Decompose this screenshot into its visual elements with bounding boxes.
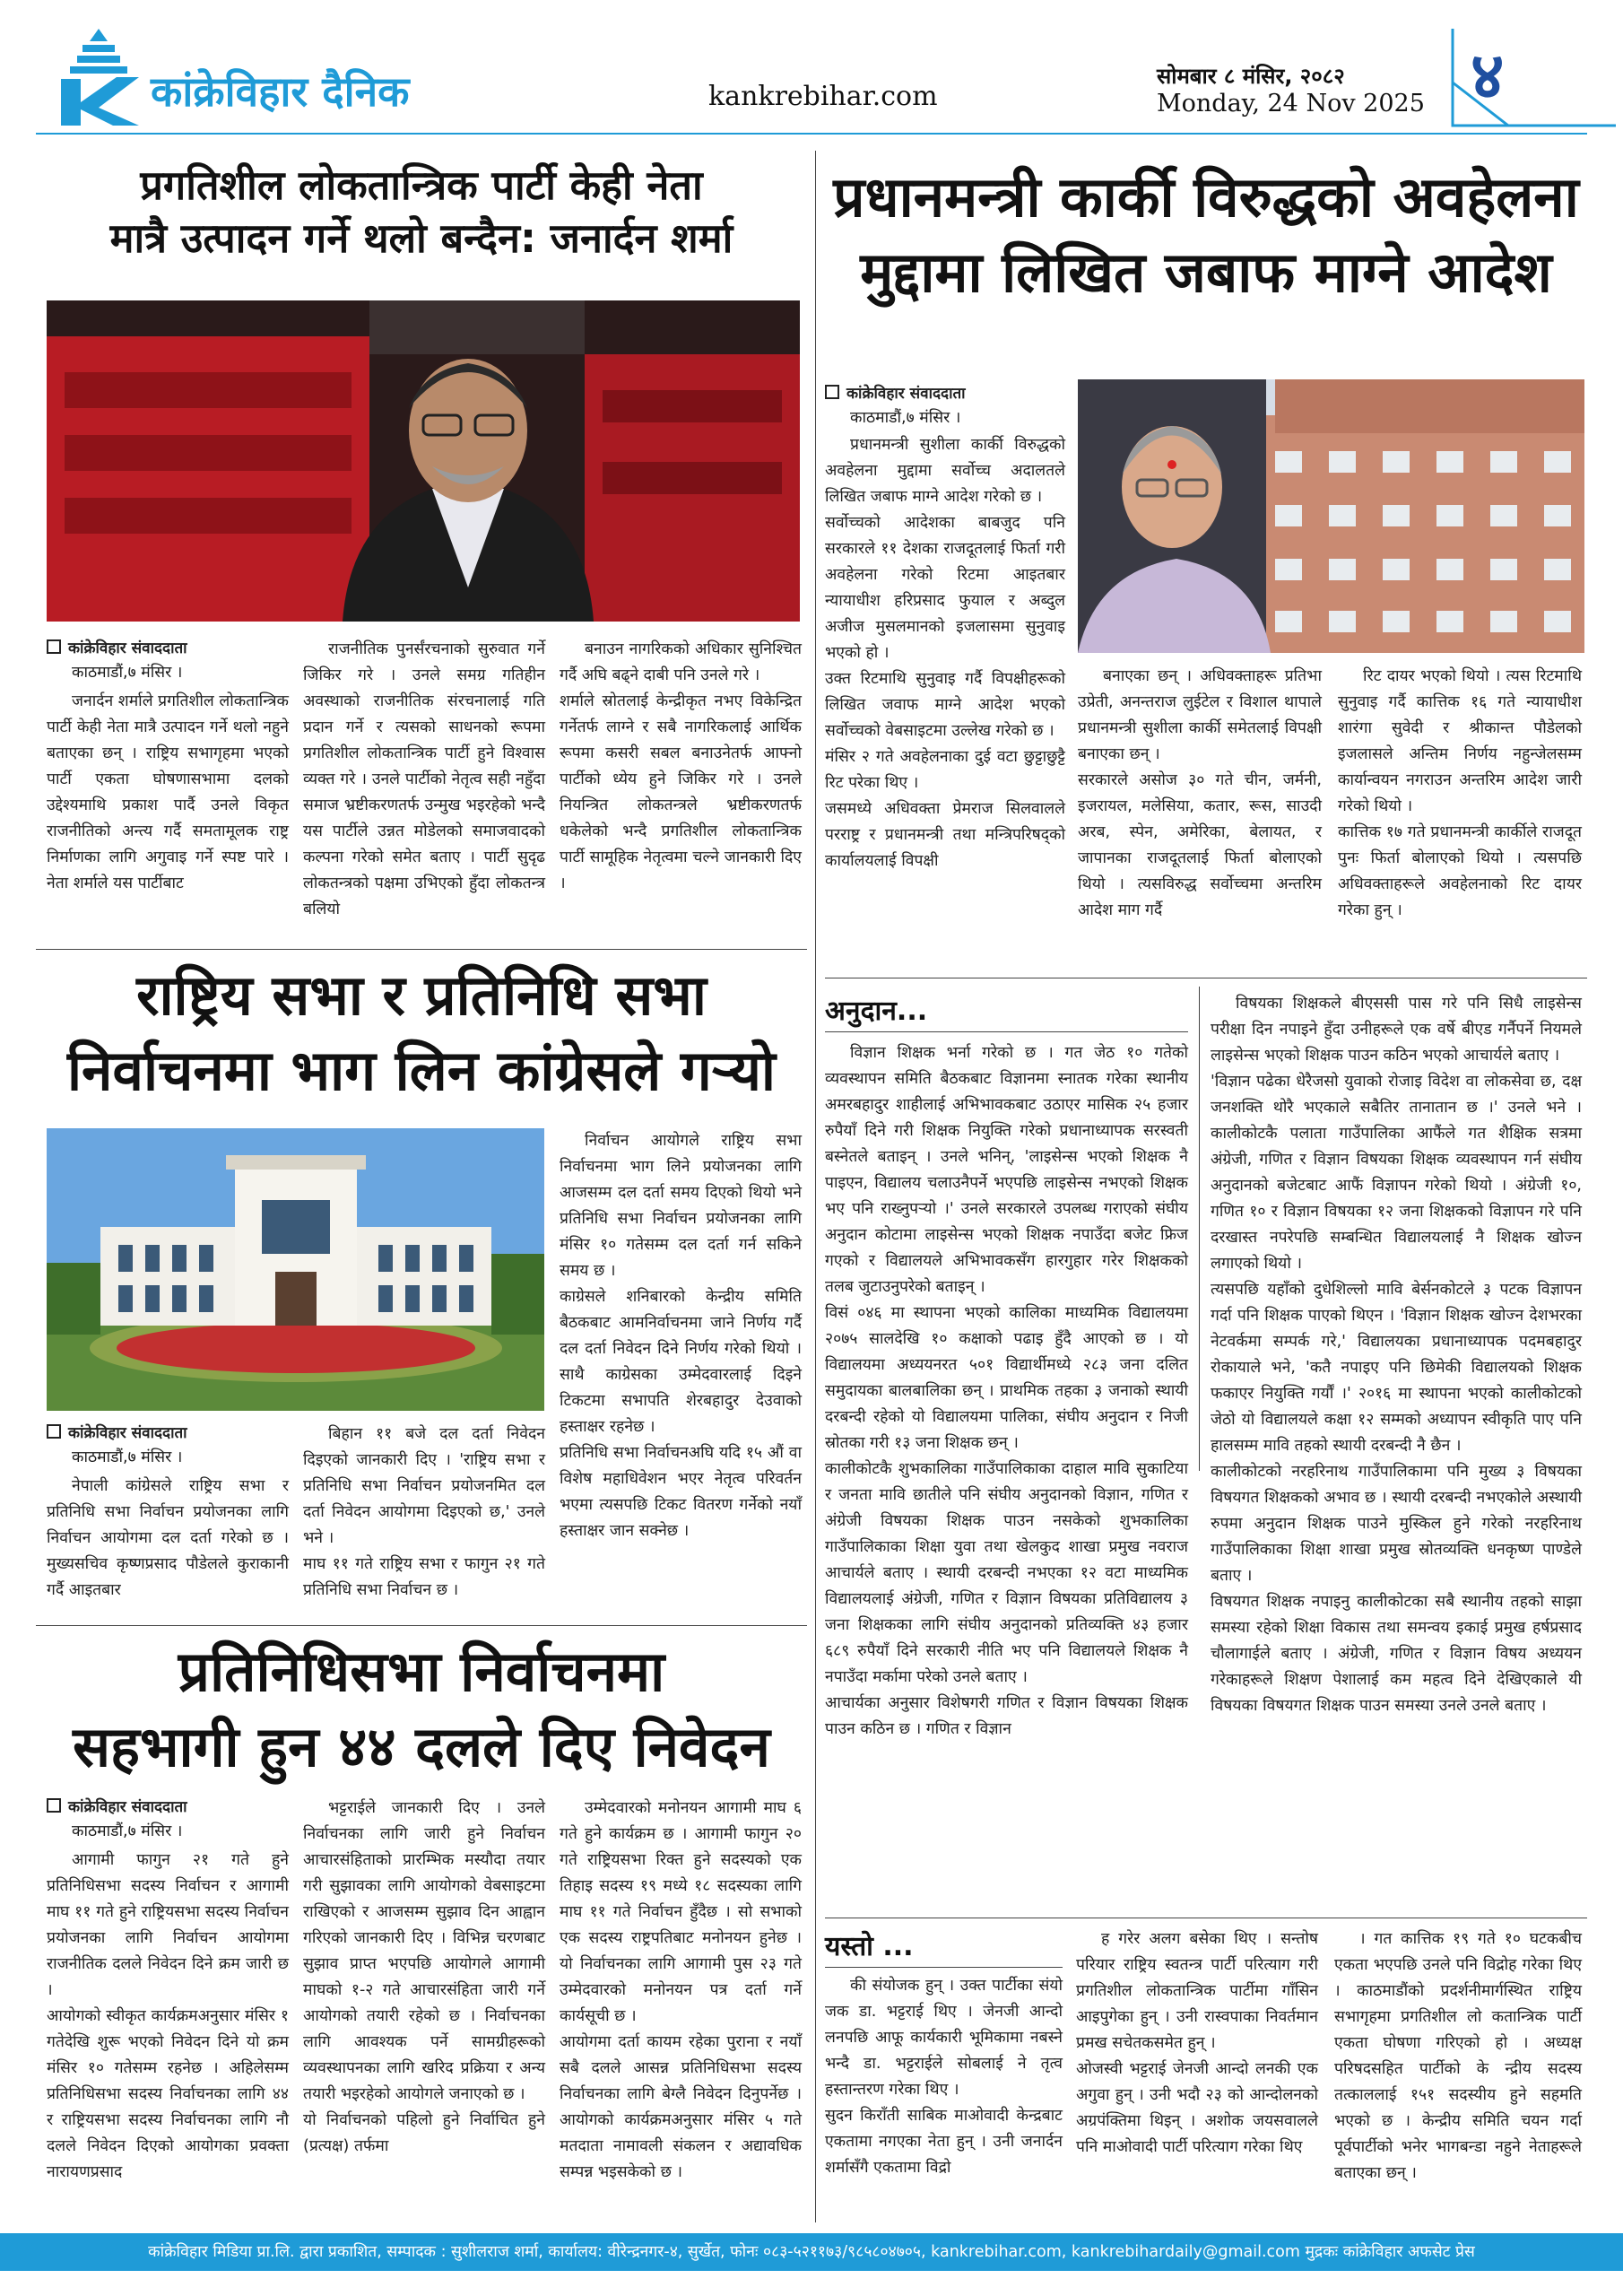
article6-col2: ह गरेर अलग बसेका थिए । सन्तोष परियार राष्ट्रिय स्वतन्त्र पार्टी परित्याग गरी प्रगतिशील लोकतान्त्रिक पार्टीमा गाँसिन आइपुगेका हुन् । उनी रास्वपाका निवर्तमान प्रमख सचेतकसमेत हुन् । ओजस्वी भट्टराई जेनजी आन्दो लनकी एक अगुवा हुन् । उनी भदौ २३ को आन्दोलनको अग्रपंक्तिमा थिइन् । अशोक जयसवालले पनि माओवादी पार्टी परित्याग गरेका थिए	[1076, 1930, 1318, 2156]
article3-byline: कांक्रेविहार संवाददाता	[47, 1422, 289, 1445]
masthead	[0, 0, 1623, 144]
article4-dateline: काठमाडौं,७ मंसिर ।	[72, 1822, 183, 1840]
article1-col1: जनार्दन शर्माले प्रगतिशील लोकतान्त्रिक पार्टी केही नेता मात्रै उत्पादन गर्ने थलो नहुने बताएका छन् । राष्ट्रिय सभागृहमा भएको पार्टी एकता घोषणासभामा दलको उद्देश्यमाथि प्रकाश पार्दै उनले विकृत राजनीतिको अन्त्य गर्दै समतामूलक राष्ट्र निर्माणका लागि अगुवाइ गर्ने स्पष्ट पारे । नेता शर्माले यस पार्टीबाट	[47, 692, 289, 892]
article2-headline	[825, 160, 1587, 309]
article1-col3: बनाउन नागरिकको अधिकार सुनिश्चित गर्दै अघि बढ्ने दाबी पनि उनले गरे । शर्माले स्रोतलाई केन्द्रीकृत नभए विकेन्द्रित गर्नेतर्फ लाग्ने र सबै नागरिकलाई आर्थिक रूपमा कसरी सबल बनाउनेतर्फ आफ्नो पार्टीको ध्येय हुने जिकिर गरे । उनले नियन्त्रित लोकतन्त्रले भ्रष्टीकरणतर्फ धकेलेको भन्दै प्रगतिशील लोकतान्त्रिक पार्टी सामूहिक नेतृत्वमा चल्ने जानकारी दिए ।	[560, 640, 802, 892]
footer-bar	[0, 2233, 1623, 2271]
article3-headline-line2: निर्वाचनमा भाग लिन कांग्रेसले गर्‍यो	[67, 1037, 776, 1103]
article2-col1: प्रधानमन्त्री सुशीला कार्की विरुद्धको अवहेलना मुद्दामा सर्वोच्च अदालतले लिखित जबाफ माग्ने आदेश गरेको छ । सर्वोच्चको आदेशका बाबजुद पनि सरकारले ११ देशका राजदूतलाई फिर्ता गरी अवहेलना गरेको रिटमा आइतबार न्यायाधीश हरिप्रसाद फुयाल र अब्दुल अजीज मुसलमानको इजलासमा सुनुवाइ भएको हो । उक्त रिटमाथि सुनुवाइ गर्दै विपक्षीहरूको लिखित जवाफ माग्ने आदेश भएको सर्वोच्चको वेबसाइटमा उल्लेख गरेको छ । मंसिर २ गते अवहेलनाका दुई वटा छुट्टाछुट्टै रिट परेका थिए । जसमध्ये अधिवक्ता प्रेमराज सिलवालले परराष्ट्र र प्रधानमन्त्री तथा मन्त्रिपरिषद्को कार्यालयलाई विपक्षी	[825, 436, 1065, 870]
article1-byline: कांक्रेविहार संवाददाता	[47, 637, 289, 660]
article4-headline-line2: सहभागी हुन ४४ दलले दिए निवेदन	[73, 1713, 770, 1779]
article5-col2: विषयका शिक्षकले बीएससी पास गरे पनि सिधै लाइसेन्स परीक्षा दिन नपाइने हुँदा उनीहरूले एक वर्षे बीएड गर्नैपर्ने नियमले लाइसेन्स भएको शिक्षक पाउन कठिन भएको आचार्यले बताए । 'विज्ञान पढेका धेरैजसो युवाको रोजाइ विदेश वा लोकसेवा छ, दक्ष जनशक्ति थोरै भएकाले सबैतिर तानातान छ ।' उनले भने । कालीकोटकै पलाता गाउँपालिका आफैंले गत शैक्षिक सत्रमा अंग्रेजी, गणित र विज्ञान विषयका शिक्षक व्यवस्थापन गर्न संघीय अनुदानको बजेटबाट आफैं विज्ञापन गरेको थियो । अंग्रेजी १०, गणित १० र विज्ञान विषयका १२ जना शिक्षकको विज्ञापन गरे पनि दरखास्त नपरेपछि सम्बन्धित विद्यालयलाई नै शिक्षक खोज्न लगाएको थियो । त्यसपछि यहाँको दुधेशिल्लो मावि बेर्सनकोटले ३ पटक विज्ञापन गर्दा पनि शिक्षक पाएको थिएन । 'विज्ञान शिक्षक खोज्न देशभरका नेटवर्कमा सम्पर्क गरे,' विद्यालयका प्रधानाध्यापक पदमबहादुर रोकायाले भने, 'कतै नपाइए पनि छिमेकी विद्यालयको शिक्षक फकाएर नियुक्ति गर्यौं ।' २०१६ मा स्थापना भएको कालीकोटको जेठो यो विद्यालयले कक्षा १२ सम्मको अध्यापन स्वीकृति पाए पनि हालसम्म मावि तहको स्थायी दरबन्दी नै छैन । कालीकोटको नरहरिनाथ गाउँपालिकामा पनि मुख्य ३ विषयका विषयगत शिक्षकको अभाव छ । स्थायी दरबन्दी नभएकोले अस्थायी रुपमा अनुदान शिक्षक पाउने मुस्किल हुने गरेको नरहरिनाथ गाउँपालिकाका शिक्षा शाखा प्रमुख स्रोतव्यक्ति धनकृष्ण पाण्डेले बताए । विषयगत शिक्षक नपाइनु कालीकोटका सबै स्थानीय तहको साझा समस्या रहेको शिक्षा विकास तथा समन्वय इकाई प्रमुख हर्षप्रसाद चौलागाईले बताए । अंग्रेजी, गणित र विज्ञान विषय अध्ययन गरेकाहरूले शिक्षण पेशालाई कम महत्व दिने देखिएकाले यी विषयका विषयगत शिक्षक पाउन समस्या उनले उनले बताए ।	[1211, 995, 1582, 1715]
article3-bottom-rule	[36, 1625, 807, 1626]
article1-headline-line1: प्रगतिशील लोकतान्त्रिक पार्टी केही नेता	[140, 161, 703, 209]
article1-headline-line2: मात्रै उत्पादन गर्ने थलो बन्दैन: जनार्दन शर्मा	[109, 213, 733, 262]
footer-text: कांक्रेविहार मिडिया प्रा.लि. द्वारा प्रकाशित, सम्पादक : सुशीलराज शर्मा, कार्यालय: वीरेन्द्रनगर-४, सुर्खेत, फोनः ०८३-५२११७३/९८५८०४७०५, kankrebihar.com, kankrebihardaily@gmail.com मुद्रकः कांक्रेविहार अफसेट प्रेस	[148, 2243, 1475, 2261]
article2-col2: बनाएका छन् । अधिवक्ताहरू प्रतिभा उप्रेती, अनन्तराज लुईटेल र विशाल थापाले प्रधानमन्त्री सुशीला कार्की समेतलाई विपक्षी बनाएका छन् । सरकारले असोज ३० गते चीन, जर्मनी, इजरायल, मलेसिया, कतार, रूस, साउदी अरब, स्पेन, अमेरिका, बेलायत, र जापानका राजदूतलाई फिर्ता बोलाएको थियो । त्यसविरुद्ध सर्वोच्चमा अन्तरिम आदेश माग गर्दै	[1078, 667, 1322, 919]
article6-col1: की संयोजक हुन् । उक्त पार्टीका संयो जक डा. भट्टराई थिए । जेनजी आन्दो लनपछि आफू कार्यकारी भूमिकामा नबस्ने भन्दै डा. भट्टराईले सोबलाई ने तृत्व हस्तान्तरण गरेका थिए । सुदन किराँती साबिक माओवादी केन्द्रबाट एकतामा नगएका नेता हुन् । उनी जनार्दन शर्मासँगै एकतामा विद्रो	[825, 1977, 1063, 2177]
website-url[interactable]: kankrebihar.com	[708, 81, 938, 112]
article1-bottom-rule	[36, 949, 807, 950]
article4-headline	[36, 1634, 807, 1784]
brand-name: कांक्रेविहार दैनिक	[151, 67, 410, 116]
article3-headline	[36, 958, 807, 1108]
date-english: Monday, 24 Nov 2025	[1157, 90, 1425, 117]
article5-label: अनुदान...	[825, 996, 928, 1027]
article3-dateline: काठमाडौं,७ मंसिर ।	[72, 1448, 183, 1466]
article3-headline-line1: राष्ट्रिय सभा र प्रतिनिधि सभा	[136, 962, 707, 1028]
article2-col3: रिट दायर भएको थियो । त्यस रिटमाथि सुनुवाइ गर्दै कात्तिक १६ गते न्यायाधीश शारंगा सुवेदी र श्रीकान्त पौडेलको इजलासले अन्तिम निर्णय नहुन्जेलसम्म कार्यान्वयन नगराउन अन्तरिम आदेश जारी गरेको थियो । कात्तिक १७ गते प्रधानमन्त्री कार्कीले राजदूत पुनः फिर्ता बोलाएको थियो । त्यसपछि अधिवक्ताहरूले अवहेलनाको रिट दायर गरेका हुन् ।	[1338, 667, 1582, 919]
article2-photo	[1078, 379, 1584, 653]
article1-byline-block	[47, 637, 289, 686]
center-column-rule	[815, 151, 816, 2222]
article5-column-rule	[1199, 987, 1200, 1471]
article2-byline-block	[825, 382, 1067, 431]
article4-col2: भट्टराईले जानकारी दिए । उनले निर्वाचनका लागि जारी हुने निर्वाचन आचारसंहिताको प्रारम्भिक मस्यौदा तयार गरी सुझावका लागि आयोगको वेबसाइटमा राखिएको र आजसम्म सुझाव दिन आह्वान गरिएको जानकारी दिए । विभिन्न चरणबाट सुझाव प्राप्त भएपछि आयोगले आगामी माघको १-२ गते आचारसंहिता जारी गर्ने आयोगको तयारी रहेको छ । निर्वाचनका लागि आवश्यक पर्ने सामग्रीहरूको व्यवस्थापनका लागि खरिद प्रक्रिया र अन्य तयारी भइरहेको आयोगले जनाएको छ । यो निर्वाचनको पहिलो हुने निर्वाचित हुने (प्रत्यक्ष) तर्फमा	[303, 1799, 545, 2155]
article5-col1: विज्ञान शिक्षक भर्ना गरेको छ । गत जेठ १० गतेको व्यवस्थापन समिति बैठकबाट विज्ञानमा स्नातक गरेका स्थानीय अमरबहादुर शाहीलाई अभिभावकबाट उठाएर मासिक २५ हजार रुपैयाँ दिने गरी शिक्षक नियुक्ति गरेको प्रधानाध्यापक सरस्वती बस्नेतले बताइन् । उनले भनिन्, 'लाइसेन्स भएको शिक्षक नै पाइएन, विद्यालय चलाउनैपर्ने भएपछि लाइसेन्स नभएको शिक्षक भए पनि राख्नुपर्‍यो ।' उनले सरकारले उपलब्ध गराएको संघीय अनुदान कोटामा लाइसेन्स भएको शिक्षक नपाउँदा बजेट फ्रिज गएको र विद्यालयले अभिभावकसँग हारगुहार गरेर शिक्षकको तलब जुटाउनुपरेको बताइन् । विसं ०४६ मा स्थापना भएको कालिका माध्यमिक विद्यालयमा २०७५ सालदेखि १० कक्षाको पढाइ हुँदै आएको छ । यो विद्यालयमा अध्ययनरत ५०१ विद्यार्थीमध्ये २८३ जना दलित समुदायका बालबालिका छन् । प्राथमिक तहका ३ जनाको स्थायी दरबन्दी रहेको यो विद्यालयमा पालिका, संघीय अनुदान र निजी स्रोतका गरी १३ जना शिक्षक छन् । कालीकोटकै शुभकालिका गाउँपालिकाका दाहाल मावि सुकाटिया र जनता मावि छातीले पनि संघीय अनुदानको विज्ञान, गणित र अंग्रेजी विषयका शिक्षक पाउन नसकेको शुभकालिका गाउँपालिकाका शिक्षा युवा तथा खेलकुद शाखा प्रमुख नवराज आचार्यले बताए । स्थायी दरबन्दी नभएका १२ वटा माध्यमिक विद्यालयलाई अंग्रेजी, गणित र विज्ञान विषयका प्रतिविद्यालय ३ जना शिक्षकका लागि संघीय अनुदानको प्रतिव्यक्ति ४३ हजार ६८९ रुपैयाँ दिने सरकारी नीति भए पनि विद्यालयले शिक्षक नै नपाउँदा मर्कामा परेको उनले बताए । आचार्यका अनुसार विशेषगरी गणित र विज्ञान विषयका शिक्षक पाउन कठिन छ । गणित र विज्ञान	[825, 1044, 1188, 1738]
article3-col2: बिहान ११ बजे दल दर्ता निवेदन दिइएको जानकारी दिए । 'राष्ट्रिय सभा र प्रतिनिधि सभा निर्वाचन प्रयोजनमित दल दर्ता निवेदन आयोगमा दिइएको छ,' उनले भने । माघ ११ गते राष्ट्रिय सभा र फागुन २१ गते प्रतिनिधि सभा निर्वाचन छ ।	[303, 1425, 545, 1599]
article5-label-rule	[825, 1031, 1188, 1032]
article3-col1: नेपाली कांग्रेसले राष्ट्रिय सभा र प्रतिनिधि सभा निर्वाचन प्रयोजनका लागि निर्वाचन आयोगमा दल दर्ता गरेको छ । मुख्यसचिव कृष्णप्रसाद पौडेलले कुराकानी गर्दै आइतबार	[47, 1477, 289, 1599]
article6-label-rule	[825, 1967, 1063, 1968]
article4-byline-block	[47, 1796, 289, 1845]
article6-label: यस्तो ...	[825, 1931, 914, 1962]
article4-byline: कांक्रेविहार संवाददाता	[47, 1796, 289, 1819]
article3-byline-block	[47, 1422, 289, 1471]
article2-dateline: काठमाडौं,७ मंसिर ।	[850, 409, 961, 427]
date-nepali: सोमबार ८ मंसिर, २०८२	[1157, 64, 1345, 89]
kankrebihar-logo-icon	[54, 25, 143, 128]
article3-col3: निर्वाचन आयोगले राष्ट्रिय सभा निर्वाचनमा भाग लिने प्रयोजनका लागि आजसम्म दल दर्ता समय दिएको थियो भने प्रतिनिधि सभा निर्वाचन प्रयोजनका लागि मंसिर १० गतेसम्म दल दर्ता गर्न सकिने समय छ । काग्रेसले शनिबारको केन्द्रीय समिति बैठकबाट आमनिर्वाचनमा जाने निर्णय गर्दै दल दर्ता निवेदन दिने निर्णय गरेको थियो । साथै काग्रेसका उम्मेदवारलाई दिइने टिकटमा सभापति शेरबहादुर देउवाको हस्ताक्षर रहनेछ । प्रतिनिधि सभा निर्वाचनअघि यदि १५ औं वा विशेष महाधिवेशन भएर नेतृत्व परिवर्तन भएमा त्यसपछि टिकट वितरण गर्नेको नयाँ हस्ताक्षर जान सक्नेछ ।	[560, 1132, 802, 1540]
article2-headline-line1: प्रधानमन्त्री कार्की विरुद्धको अवहेलना	[833, 164, 1579, 230]
article2-byline: कांक्रेविहार संवाददाता	[825, 382, 1067, 405]
article4-headline-line1: प्रतिनिधिसभा निर्वाचनमा	[178, 1639, 665, 1704]
article2-headline-line2: मुद्दामा लिखित जबाफ माग्ने आदेश	[860, 239, 1552, 305]
article4-col1: आगामी फागुन २१ गते हुने प्रतिनिधिसभा सदस्य निर्वाचन र आगामी माघ ११ गते हुने राष्ट्रियसभा सदस्य निर्वाचन प्रयोजनका लागि निर्वाचन आयोगमा राजनीतिक दलले निवेदन दिने क्रम जारी छ । आयोगको स्वीकृत कार्यक्रमअनुसार मंसिर १ गतेदेखि शुरू भएको निवेदन दिने यो क्रम मंसिर १० गतेसम्म रहनेछ । अहिलेसम्म प्रतिनिधिसभा सदस्य निर्वाचनका लागि ४४ र राष्ट्रियसभा सदस्य निर्वाचनका लागि नौ दलले निवेदन दिएको आयोगका प्रवक्ता नारायणप्रसाद	[47, 1851, 289, 2181]
article1-dateline: काठमाडौं,७ मंसिर ।	[72, 664, 183, 682]
article3-photo	[47, 1128, 544, 1411]
page-number: ४	[1471, 38, 1505, 113]
article1-headline	[36, 160, 807, 265]
article1-col2: राजनीतिक पुनर्संरचनाको सुरुवात गर्ने जिकिर गरे । उनले समग्र गतिहीन अवस्थाको राजनीतिक संरचनालाई गति प्रदान गर्ने र त्यसको साधनको रूपमा प्रगतिशील लोकतान्त्रिक पार्टी हुने विश्वास व्यक्त गरे । उनले पार्टीको नेतृत्व सही नहुँदा समाज भ्रष्टीकरणतर्फ उन्मुख भइरहेको भन्दै यस पार्टीले उन्नत मोडेलको समाजवादको कल्पना गरेको समेत बताए । पार्टी सुदृढ लोकतन्त्रको पक्षमा उभिएको हुँदा लोकतन्त्र बलियो	[303, 640, 545, 918]
article4-col3: उम्मेदवारको मनोनयन आगामी माघ ६ गते हुने कार्यक्रम छ । आगामी फागुन २० गते राष्ट्रियसभा रिक्त हुने सदस्यको एक तिहाइ सदस्य १९ मध्ये १८ सदस्यका लागि माघ ११ गते निर्वाचन हुँदैछ । सो सभाको एक सदस्य राष्ट्रपतिबाट मनोनयन हुनेछ । यो निर्वाचनका लागि आगामी पुस २३ गते उम्मेदवारको मनोनयन पत्र दर्ता गर्ने कार्यसूची छ । आयोगमा दर्ता कायम रहेका पुराना र नयाँ सबै दलले आसन्न प्रतिनिधिसभा सदस्य निर्वाचनका लागि बेग्लै निवेदन दिनुपर्नेछ । आयोगको कार्यक्रमअनुसार मंसिर ५ गते मतदाता नामावली संकलन र अद्यावधिक सम्पन्न भइसकेको छ ।	[560, 1799, 802, 2181]
masthead-rule	[36, 133, 1587, 135]
article1-photo	[47, 300, 800, 622]
article6-col3: । गत कात्तिक १९ गते १० घटकबीच एकता भएपछि उनले पनि विद्रोह गरेका थिए । काठमाडौंको प्रदर्शनीमार्गस्थित राष्ट्रिय सभागृहमा प्रगतिशील लो कतान्त्रिक पार्टी एकता घोषणा गरिएको हो । अध्यक्ष परिषदसहित पार्टीको के न्द्रीय सदस्य तत्काललाई १५१ सदस्यीय हुने सहमति भएको छ । केन्द्रीय समिति चयन गर्दा पूर्वपार्टीको भनेर भागबन्डा नहुने नेताहरूले बताएका छन् ।	[1334, 1930, 1582, 2182]
